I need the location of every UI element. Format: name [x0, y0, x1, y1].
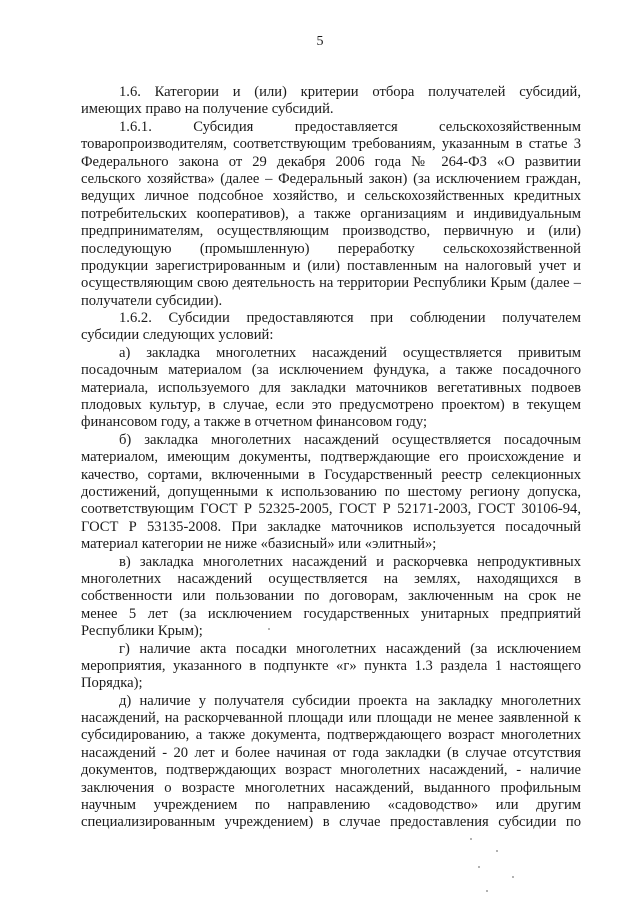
text-line: материалом, имеющим документы, подтверждающие его происхождение и	[81, 449, 581, 466]
text-line: насаждений - 20 лет и более начиная от года закладки (в случае отсутствия	[81, 744, 581, 761]
scan-speck	[512, 876, 514, 878]
text-line: плодовых культур, в случае, если это предусмотрено проектом) в текущем	[81, 397, 581, 414]
page-number: 5	[316, 34, 324, 49]
text-line: заключения о возрасте многолетних насаждений, выданного профильным	[81, 779, 581, 796]
text-line: Порядка);	[81, 675, 143, 692]
text-line: мероприятия, указанного в подпункте «г» пункта 1.3 раздела 1 настоящего	[81, 657, 581, 674]
text-line: товаропроизводителям, соответствующим требованиям, указанным в статье 3	[81, 136, 581, 153]
scan-speck	[496, 850, 498, 852]
text-line: в) закладка многолетних насаждений и раскорчевка непродуктивных	[119, 553, 581, 570]
text-line: соответствующим ГОСТ Р 52325-2005, ГОСТ Р 52171-2003, ГОСТ 30106-94,	[81, 501, 581, 518]
text-line: посадочным материалом (за исключением фундука, а также посадочного	[81, 362, 581, 379]
paragraph-p-d	[81, 693, 581, 832]
text-line: г) наличие акта посадки многолетних насаждений (за исключением	[119, 640, 581, 657]
paragraph-p-v	[81, 554, 581, 641]
text-line: специализированным учреждением) в случае предоставления субсидии по	[81, 814, 581, 831]
text-line: а) закладка многолетних насаждений осуществляется привитым	[119, 344, 581, 361]
paragraph-p-1-6-2	[81, 310, 581, 345]
text-line: осуществляющим свою деятельность на территории Республики Крым (далее –	[81, 275, 581, 292]
text-line: д) наличие у получателя субсидии проекта на закладку многолетних	[119, 692, 581, 709]
text-line: Федерального закона от 29 декабря 2006 года № 264-ФЗ «О развитии	[81, 153, 581, 170]
text-line: последующую (промышленную) переработку сельскохозяйственной	[81, 240, 581, 257]
text-line: б) закладка многолетних насаждений осуществляется посадочным	[119, 431, 581, 448]
scan-speck	[470, 838, 472, 840]
scan-speck	[486, 890, 488, 892]
text-line: ГОСТ Р 53135-2008. При закладке маточников используется посадочный	[81, 518, 581, 535]
scan-speck	[478, 866, 480, 868]
text-line: субсидии следующих условий:	[81, 327, 274, 344]
paragraph-p-1-6-1	[81, 119, 581, 310]
text-line: материал категории не ниже «базисный» или «элитный»;	[81, 536, 437, 553]
text-line: документов, подтверждающих возраст многолетних насаждений, - наличие	[81, 762, 581, 779]
text-line: качество, сортами, включенными в Государственный реестр селекционных	[81, 466, 581, 483]
text-line: научным учреждением по направлению «садоводство» или другим	[81, 797, 581, 814]
text-line: получатели субсидии).	[81, 292, 223, 309]
text-line: достижений, допущенными к использованию по шестому региону допуска,	[81, 483, 581, 500]
scan-speck	[268, 628, 270, 630]
paragraph-p-a	[81, 345, 581, 432]
paragraph-p-1-6	[81, 84, 581, 119]
paragraph-p-g	[81, 641, 581, 693]
text-line: менее 5 лет (за исключением государственных унитарных предприятий	[81, 605, 581, 622]
text-line: предпринимателям, осуществляющим производство, первичную и (или)	[81, 223, 581, 240]
text-line: потребительских кооперативов), а также организациям и индивидуальным	[81, 205, 581, 222]
text-line: финансовом году, а также в отчетном финансовом году;	[81, 414, 427, 431]
text-line: материала, используемого для закладки маточников вегетативных подвоев	[81, 379, 581, 396]
text-line: субсидированию, а также документа, подтверждающего возраст многолетних	[81, 727, 581, 744]
text-line: 1.6.1. Субсидия предоставляется сельскохозяйственным	[119, 118, 581, 135]
text-line: ведущих личное подсобное хозяйство, и сельскохозяйственных кредитных	[81, 188, 581, 205]
paragraph-p-b	[81, 432, 581, 554]
document-body	[81, 84, 581, 832]
text-line: 1.6. Категории и (или) критерии отбора получателей субсидий,	[119, 84, 581, 100]
text-line: имеющих право на получение субсидий.	[81, 101, 334, 118]
text-line: сельского хозяйства» (далее – Федеральный закон) (за исключением граждан,	[81, 170, 581, 187]
text-line: собственности или пользовании по договорам, заключенным на срок не	[81, 588, 581, 605]
text-line: Республики Крым);	[81, 623, 203, 640]
text-line: насаждений, на раскорчеванной площади или площади не менее заявленной к	[81, 710, 581, 727]
text-line: 1.6.2. Субсидии предоставляются при соблюдении получателем	[119, 310, 581, 327]
text-line: многолетних насаждений осуществляется на землях, находящихся в	[81, 570, 581, 587]
text-line: продукции зарегистрированным и (или) поставленным на налоговый учет и	[81, 257, 581, 274]
